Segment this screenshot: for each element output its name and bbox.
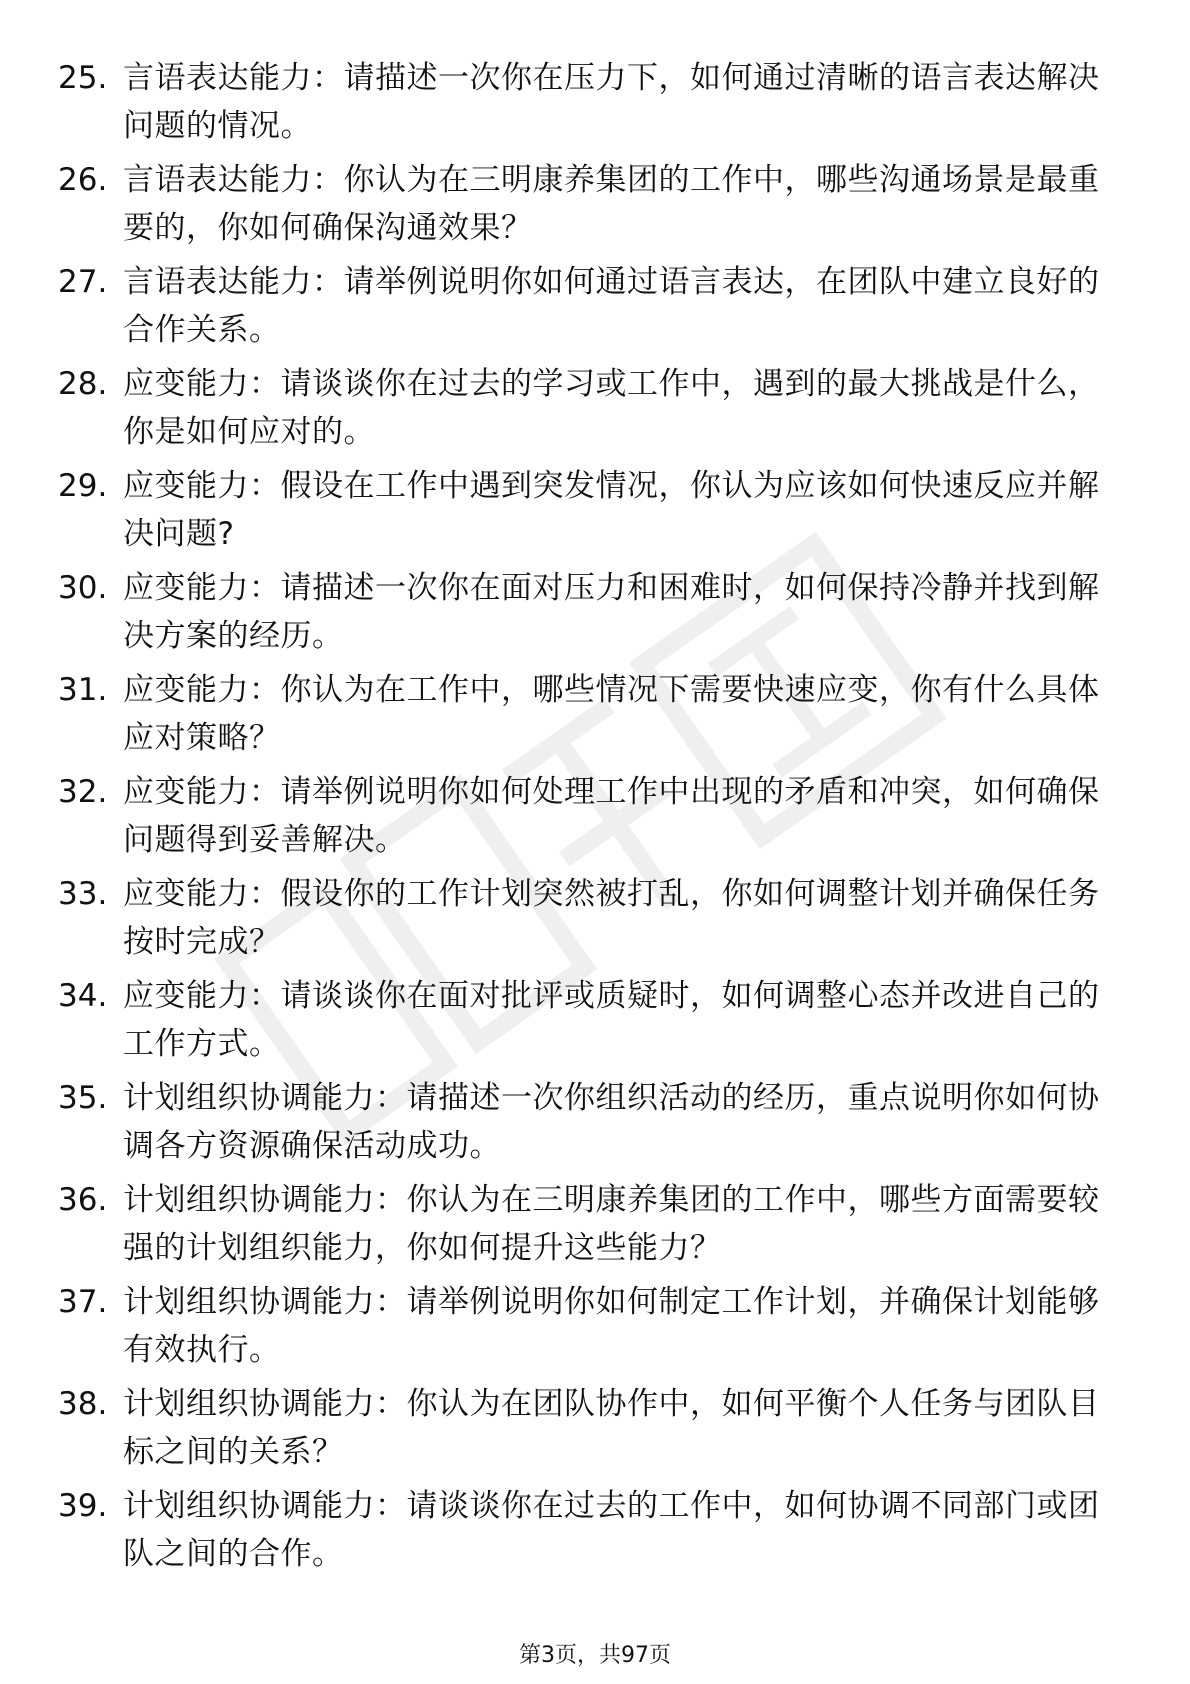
question-item: [58, 768, 1118, 870]
question-text: 应变能力：你认为在工作中，哪些情况下需要快速应变，你有什么具体应对策略？: [123, 672, 1100, 756]
question-item: [58, 462, 1118, 564]
question-item: [58, 1074, 1118, 1176]
question-item: [58, 972, 1118, 1074]
question-item: [58, 1176, 1118, 1278]
question-number: 33.: [58, 876, 108, 912]
question-number: 26.: [58, 162, 108, 198]
question-text: 应变能力：请举例说明你如何处理工作中出现的矛盾和冲突，如何确保问题得到妥善解决。: [123, 774, 1100, 858]
question-list: [58, 54, 1118, 1584]
question-item: [58, 564, 1118, 666]
question-item: [58, 258, 1118, 360]
question-text: 言语表达能力：你认为在三明康养集团的工作中，哪些沟通场景是最重要的，你如何确保沟通效果？: [123, 162, 1100, 246]
question-number: 35.: [58, 1080, 108, 1116]
question-item: [58, 1278, 1118, 1380]
page-number-label: 第3页，共97页: [519, 1643, 671, 1668]
question-text: 应变能力：假设在工作中遇到突发情况，你认为应该如何快速反应并解决问题?: [123, 468, 1100, 552]
question-number: 37.: [58, 1284, 108, 1320]
question-text: 应变能力：请谈谈你在过去的学习或工作中，遇到的最大挑战是什么，你是如何应对的。: [123, 366, 1100, 450]
question-item: [58, 360, 1118, 462]
question-item: [58, 1380, 1118, 1482]
question-number: 30.: [58, 570, 108, 606]
question-text: 计划组织协调能力：请谈谈你在过去的工作中，如何协调不同部门或团队之间的合作。: [123, 1488, 1100, 1572]
question-number: 31.: [58, 672, 108, 708]
question-number: 25.: [58, 60, 108, 96]
question-item: [58, 666, 1118, 768]
question-number: 39.: [58, 1488, 108, 1524]
question-text: 言语表达能力：请举例说明你如何通过语言表达，在团队中建立良好的合作关系。: [123, 264, 1100, 348]
question-text: 计划组织协调能力：你认为在三明康养集团的工作中，哪些方面需要较强的计划组织能力，你如何提升这些能力？: [123, 1182, 1100, 1266]
question-text: 言语表达能力：请描述一次你在压力下，如何通过清晰的语言表达解决问题的情况。: [123, 60, 1100, 144]
question-item: [58, 870, 1118, 972]
question-item: [58, 1482, 1118, 1584]
question-number: 34.: [58, 978, 108, 1014]
page-footer: [0, 1642, 1190, 1670]
question-number: 27.: [58, 264, 108, 300]
question-number: 36.: [58, 1182, 108, 1218]
question-item: [58, 54, 1118, 156]
question-text: 应变能力：假设你的工作计划突然被打乱，你如何调整计划并确保任务按时完成？: [123, 876, 1100, 960]
question-number: 32.: [58, 774, 108, 810]
question-number: 29.: [58, 468, 108, 504]
question-text: 计划组织协调能力：你认为在团队协作中，如何平衡个人任务与团队目标之间的关系？: [123, 1386, 1100, 1470]
question-item: [58, 156, 1118, 258]
question-text: 应变能力：请描述一次你在面对压力和困难时，如何保持冷静并找到解决方案的经历。: [123, 570, 1100, 654]
question-number: 28.: [58, 366, 108, 402]
question-text: 计划组织协调能力：请描述一次你组织活动的经历，重点说明你如何协调各方资源确保活动成功。: [123, 1080, 1100, 1164]
question-text: 计划组织协调能力：请举例说明你如何制定工作计划，并确保计划能够有效执行。: [123, 1284, 1100, 1368]
question-text: 应变能力：请谈谈你在面对批评或质疑时，如何调整心态并改进自己的工作方式。: [123, 978, 1100, 1062]
question-number: 38.: [58, 1386, 108, 1422]
